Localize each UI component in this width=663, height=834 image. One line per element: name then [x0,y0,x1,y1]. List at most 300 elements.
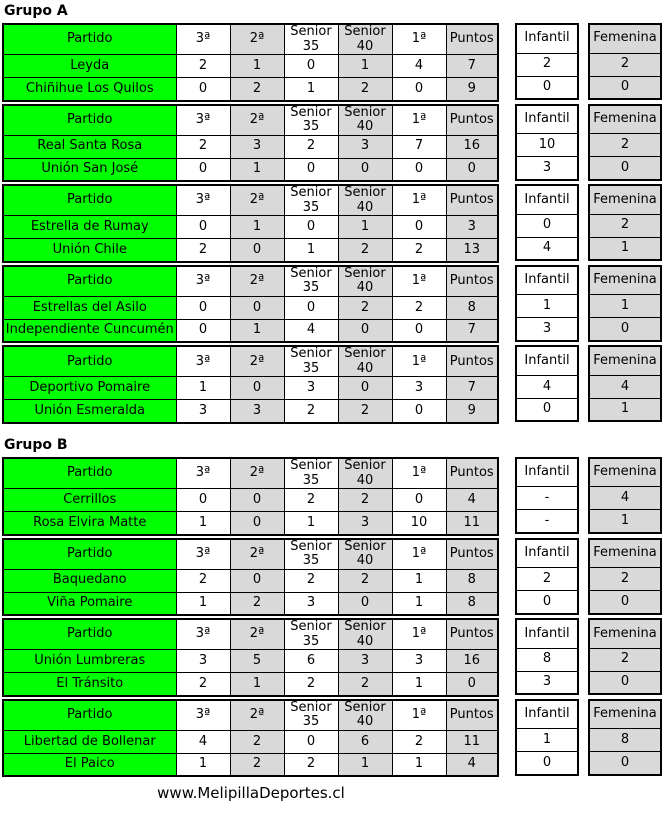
score-cell: 2 [338,569,392,592]
results-table [2,265,499,344]
group-title: Grupo A [4,3,68,19]
team-name: Unión Esmeralda [3,400,176,423]
femenina-row [589,568,661,591]
score-cell: 0 [392,158,446,181]
infantil-value: 4 [516,375,578,398]
team-name: Estrellas del Asilo [3,296,176,319]
femenina-row [589,671,661,694]
col-senior40-header: Senior 40 [338,266,392,297]
femenina-row [589,76,661,99]
infantil-value: 0 [516,752,578,775]
femenina-table [588,457,662,534]
femenina-row [589,591,661,614]
femenina-column-header: Femenina [589,700,661,729]
col-2a-header: 2ª [230,24,284,55]
score-cell: 0 [230,377,284,400]
score-cell: 1 [176,512,230,535]
col-senior40-header: Senior 40 [338,346,392,377]
score-cell: 0 [446,158,498,181]
score-cell: 0 [284,296,338,319]
score-cell: 6 [338,730,392,753]
infantil-row [516,237,578,260]
score-cell: 4 [176,730,230,753]
match-block [2,618,663,697]
femenina-header-row [589,346,661,375]
col-senior40-header: Senior 40 [338,185,392,216]
infantil-row [516,510,578,533]
team-name: Leyda [3,55,176,78]
infantil-row [516,591,578,614]
infantil-table [515,104,579,181]
team-name: Unión Chile [3,239,176,262]
infantil-value: 0 [516,76,578,99]
score-cell: 8 [446,569,498,592]
femenina-value: 0 [589,157,661,180]
infantil-column-header: Infantil [516,346,578,375]
score-cell: 4 [284,319,338,342]
score-cell: 0 [392,489,446,512]
score-cell: 0 [176,158,230,181]
col-puntos-header: Puntos [446,619,498,650]
femenina-row [589,53,661,76]
results-header-row [3,458,498,489]
score-cell: 3 [446,216,498,239]
score-cell: 1 [230,216,284,239]
col-senior35-header: Senior 35 [284,266,338,297]
col-2a-header: 2ª [230,619,284,650]
infantil-row [516,487,578,510]
score-cell: 0 [284,158,338,181]
team-name: Unión Lumbreras [3,650,176,673]
col-senior40-header: Senior 40 [338,458,392,489]
partido-column-header: Partido [3,619,176,650]
infantil-table [515,699,579,776]
col-senior35-header: Senior 35 [284,185,338,216]
score-cell: 0 [446,673,498,696]
team-name: Independiente Cuncumén [3,319,176,342]
score-cell: 3 [284,377,338,400]
score-cell: 1 [176,377,230,400]
score-cell: 2 [338,673,392,696]
col-2a-header: 2ª [230,458,284,489]
femenina-row [589,318,661,341]
col-puntos-header: Puntos [446,700,498,731]
col-puntos-header: Puntos [446,346,498,377]
score-cell: 0 [176,319,230,342]
score-cell: 2 [230,753,284,776]
results-table [2,699,499,778]
femenina-column-header: Femenina [589,346,661,375]
score-cell: 1 [284,239,338,262]
femenina-table [588,265,662,342]
infantil-header-row [516,346,578,375]
femenina-row [589,214,661,237]
infantil-row [516,648,578,671]
femenina-row [589,398,661,421]
results-table [2,538,499,617]
score-cell: 1 [338,55,392,78]
femenina-value: 2 [589,214,661,237]
score-cell: 2 [392,239,446,262]
results-table [2,457,499,536]
femenina-value: 0 [589,752,661,775]
infantil-row [516,214,578,237]
femenina-header-row [589,105,661,134]
match-block [2,23,663,102]
infantil-value: 0 [516,591,578,614]
col-senior35-header: Senior 35 [284,619,338,650]
col-senior35-header: Senior 35 [284,105,338,136]
results-header-row [3,24,498,55]
score-cell: 4 [392,55,446,78]
group-section [2,437,663,777]
infantil-header-row [516,185,578,214]
score-cell: 0 [284,216,338,239]
col-3a-header: 3ª [176,346,230,377]
col-senior35-header: Senior 35 [284,24,338,55]
team-row [3,592,498,615]
infantil-row [516,398,578,421]
partido-column-header: Partido [3,458,176,489]
col-senior35-header: Senior 35 [284,539,338,570]
score-cell: 0 [338,592,392,615]
femenina-column-header: Femenina [589,185,661,214]
score-cell: 7 [392,135,446,158]
partido-column-header: Partido [3,24,176,55]
femenina-row [589,375,661,398]
femenina-table [588,23,662,100]
score-cell: 0 [176,296,230,319]
team-name: El Tránsito [3,673,176,696]
col-2a-header: 2ª [230,266,284,297]
score-cell: 2 [338,239,392,262]
femenina-row [589,510,661,533]
team-row [3,673,498,696]
team-name: Viña Pomaire [3,592,176,615]
femenina-row [589,729,661,752]
score-cell: 1 [176,753,230,776]
team-row [3,55,498,78]
femenina-value: 0 [589,318,661,341]
infantil-value: 3 [516,157,578,180]
score-cell: 2 [176,55,230,78]
col-puntos-header: Puntos [446,266,498,297]
col-3a-header: 3ª [176,619,230,650]
score-cell: 0 [230,569,284,592]
score-cell: 1 [338,753,392,776]
results-header-row [3,700,498,731]
femenina-value: 2 [589,648,661,671]
infantil-row [516,568,578,591]
femenina-header-row [589,539,661,568]
score-cell: 0 [338,377,392,400]
score-cell: 2 [284,673,338,696]
group-title: Grupo B [4,436,68,453]
infantil-value: 8 [516,648,578,671]
femenina-header-row [589,266,661,295]
score-cell: 1 [284,78,338,101]
femenina-table [588,184,662,261]
results-header-row [3,266,498,297]
score-cell: 16 [446,135,498,158]
score-cell: 0 [230,239,284,262]
score-cell: 3 [230,400,284,423]
col-senior35-header: Senior 35 [284,700,338,731]
femenina-value: 0 [589,76,661,99]
score-cell: 13 [446,239,498,262]
score-cell: 3 [338,512,392,535]
score-cell: 11 [446,512,498,535]
score-cell: 1 [392,753,446,776]
infantil-table [515,618,579,695]
col-1a-header: 1ª [392,619,446,650]
col-3a-header: 3ª [176,24,230,55]
results-header-row [3,539,498,570]
score-cell: 6 [284,650,338,673]
infantil-column-header: Infantil [516,700,578,729]
score-cell: 4 [446,489,498,512]
score-cell: 0 [176,78,230,101]
score-cell: 1 [230,55,284,78]
team-name: Cerrillos [3,489,176,512]
col-senior40-header: Senior 40 [338,539,392,570]
col-3a-header: 3ª [176,266,230,297]
score-cell: 7 [446,319,498,342]
infantil-table [515,538,579,615]
infantil-value: 0 [516,398,578,421]
infantil-column-header: Infantil [516,266,578,295]
col-puntos-header: Puntos [446,458,498,489]
infantil-row [516,671,578,694]
score-cell: 1 [176,592,230,615]
femenina-header-row [589,458,661,487]
match-block [2,699,663,778]
match-list [2,457,663,777]
team-row [3,158,498,181]
infantil-column-header: Infantil [516,105,578,134]
femenina-row [589,134,661,157]
femenina-value: 0 [589,671,661,694]
team-row [3,730,498,753]
col-senior40-header: Senior 40 [338,24,392,55]
score-cell: 11 [446,730,498,753]
col-puntos-header: Puntos [446,185,498,216]
femenina-column-header: Femenina [589,619,661,648]
results-header-row [3,346,498,377]
col-1a-header: 1ª [392,266,446,297]
col-3a-header: 3ª [176,700,230,731]
infantil-column-header: Infantil [516,539,578,568]
col-3a-header: 3ª [176,105,230,136]
team-row [3,489,498,512]
infantil-header-row [516,700,578,729]
col-senior40-header: Senior 40 [338,619,392,650]
team-row [3,512,498,535]
infantil-header-row [516,105,578,134]
femenina-table [588,618,662,695]
score-cell: 2 [176,135,230,158]
score-cell: 2 [338,489,392,512]
score-cell: 1 [230,673,284,696]
team-row [3,135,498,158]
partido-column-header: Partido [3,539,176,570]
score-cell: 2 [284,135,338,158]
score-cell: 2 [176,569,230,592]
infantil-column-header: Infantil [516,24,578,53]
infantil-row [516,318,578,341]
femenina-header-row [589,700,661,729]
infantil-value: 4 [516,237,578,260]
infantil-table [515,457,579,534]
partido-column-header: Partido [3,185,176,216]
col-2a-header: 2ª [230,346,284,377]
infantil-value: 0 [516,214,578,237]
score-cell: 10 [392,512,446,535]
col-senior35-header: Senior 35 [284,458,338,489]
col-senior35-header: Senior 35 [284,346,338,377]
col-1a-header: 1ª [392,24,446,55]
score-cell: 3 [176,400,230,423]
results-table [2,184,499,263]
score-cell: 3 [392,377,446,400]
team-name: Deportivo Pomaire [3,377,176,400]
score-cell: 3 [392,650,446,673]
infantil-column-header: Infantil [516,619,578,648]
col-2a-header: 2ª [230,700,284,731]
groups-container [2,3,663,777]
col-senior40-header: Senior 40 [338,105,392,136]
score-cell: 0 [284,55,338,78]
score-cell: 1 [230,319,284,342]
team-row [3,650,498,673]
score-cell: 0 [392,78,446,101]
match-block [2,538,663,617]
infantil-value: - [516,510,578,533]
col-1a-header: 1ª [392,185,446,216]
score-cell: 2 [338,78,392,101]
team-row [3,753,498,776]
femenina-table [588,104,662,181]
infantil-value: 1 [516,295,578,318]
femenina-value: 1 [589,510,661,533]
femenina-table [588,699,662,776]
team-name: El Paico [3,753,176,776]
score-cell: 2 [392,296,446,319]
infantil-value: - [516,487,578,510]
score-cell: 0 [392,400,446,423]
femenina-row [589,487,661,510]
results-header-row [3,105,498,136]
match-block [2,265,663,344]
infantil-row [516,752,578,775]
partido-column-header: Partido [3,105,176,136]
score-cell: 1 [338,216,392,239]
femenina-row [589,295,661,318]
femenina-table [588,345,662,422]
score-cell: 0 [230,512,284,535]
team-row [3,400,498,423]
col-1a-header: 1ª [392,700,446,731]
femenina-row [589,648,661,671]
results-header-row [3,619,498,650]
score-cell: 5 [230,650,284,673]
team-name: Rosa Elvira Matte [3,512,176,535]
femenina-value: 8 [589,729,661,752]
infantil-header-row [516,24,578,53]
col-1a-header: 1ª [392,458,446,489]
score-cell: 2 [284,400,338,423]
score-cell: 0 [176,216,230,239]
team-row [3,319,498,342]
score-cell: 1 [230,158,284,181]
match-block [2,345,663,424]
score-cell: 8 [446,296,498,319]
team-name: Estrella de Rumay [3,216,176,239]
team-row [3,569,498,592]
score-cell: 16 [446,650,498,673]
infantil-row [516,53,578,76]
infantil-column-header: Infantil [516,185,578,214]
match-block [2,457,663,536]
score-cell: 0 [392,216,446,239]
infantil-header-row [516,266,578,295]
score-cell: 2 [284,489,338,512]
team-row [3,216,498,239]
col-3a-header: 3ª [176,185,230,216]
infantil-value: 3 [516,318,578,341]
team-row [3,296,498,319]
score-cell: 0 [230,489,284,512]
partido-column-header: Partido [3,346,176,377]
femenina-column-header: Femenina [589,458,661,487]
femenina-column-header: Femenina [589,105,661,134]
col-3a-header: 3ª [176,458,230,489]
score-cell: 0 [176,489,230,512]
col-puntos-header: Puntos [446,24,498,55]
score-cell: 2 [284,569,338,592]
col-2a-header: 2ª [230,539,284,570]
infantil-row [516,76,578,99]
infantil-header-row [516,619,578,648]
group-section [2,3,663,424]
team-name: Unión San José [3,158,176,181]
score-cell: 2 [392,730,446,753]
results-header-row [3,185,498,216]
score-cell: 3 [338,650,392,673]
femenina-column-header: Femenina [589,539,661,568]
infantil-value: 10 [516,134,578,157]
infantil-row [516,134,578,157]
infantil-row [516,729,578,752]
col-1a-header: 1ª [392,105,446,136]
score-cell: 7 [446,55,498,78]
infantil-table [515,265,579,342]
partido-column-header: Partido [3,700,176,731]
score-cell: 2 [176,239,230,262]
score-cell: 1 [392,673,446,696]
score-cell: 1 [392,592,446,615]
infantil-value: 2 [516,53,578,76]
femenina-value: 1 [589,237,661,260]
femenina-row [589,157,661,180]
match-block [2,104,663,183]
score-cell: 0 [230,296,284,319]
femenina-value: 2 [589,53,661,76]
results-table [2,23,499,102]
femenina-table [588,538,662,615]
femenina-value: 2 [589,568,661,591]
femenina-header-row [589,185,661,214]
